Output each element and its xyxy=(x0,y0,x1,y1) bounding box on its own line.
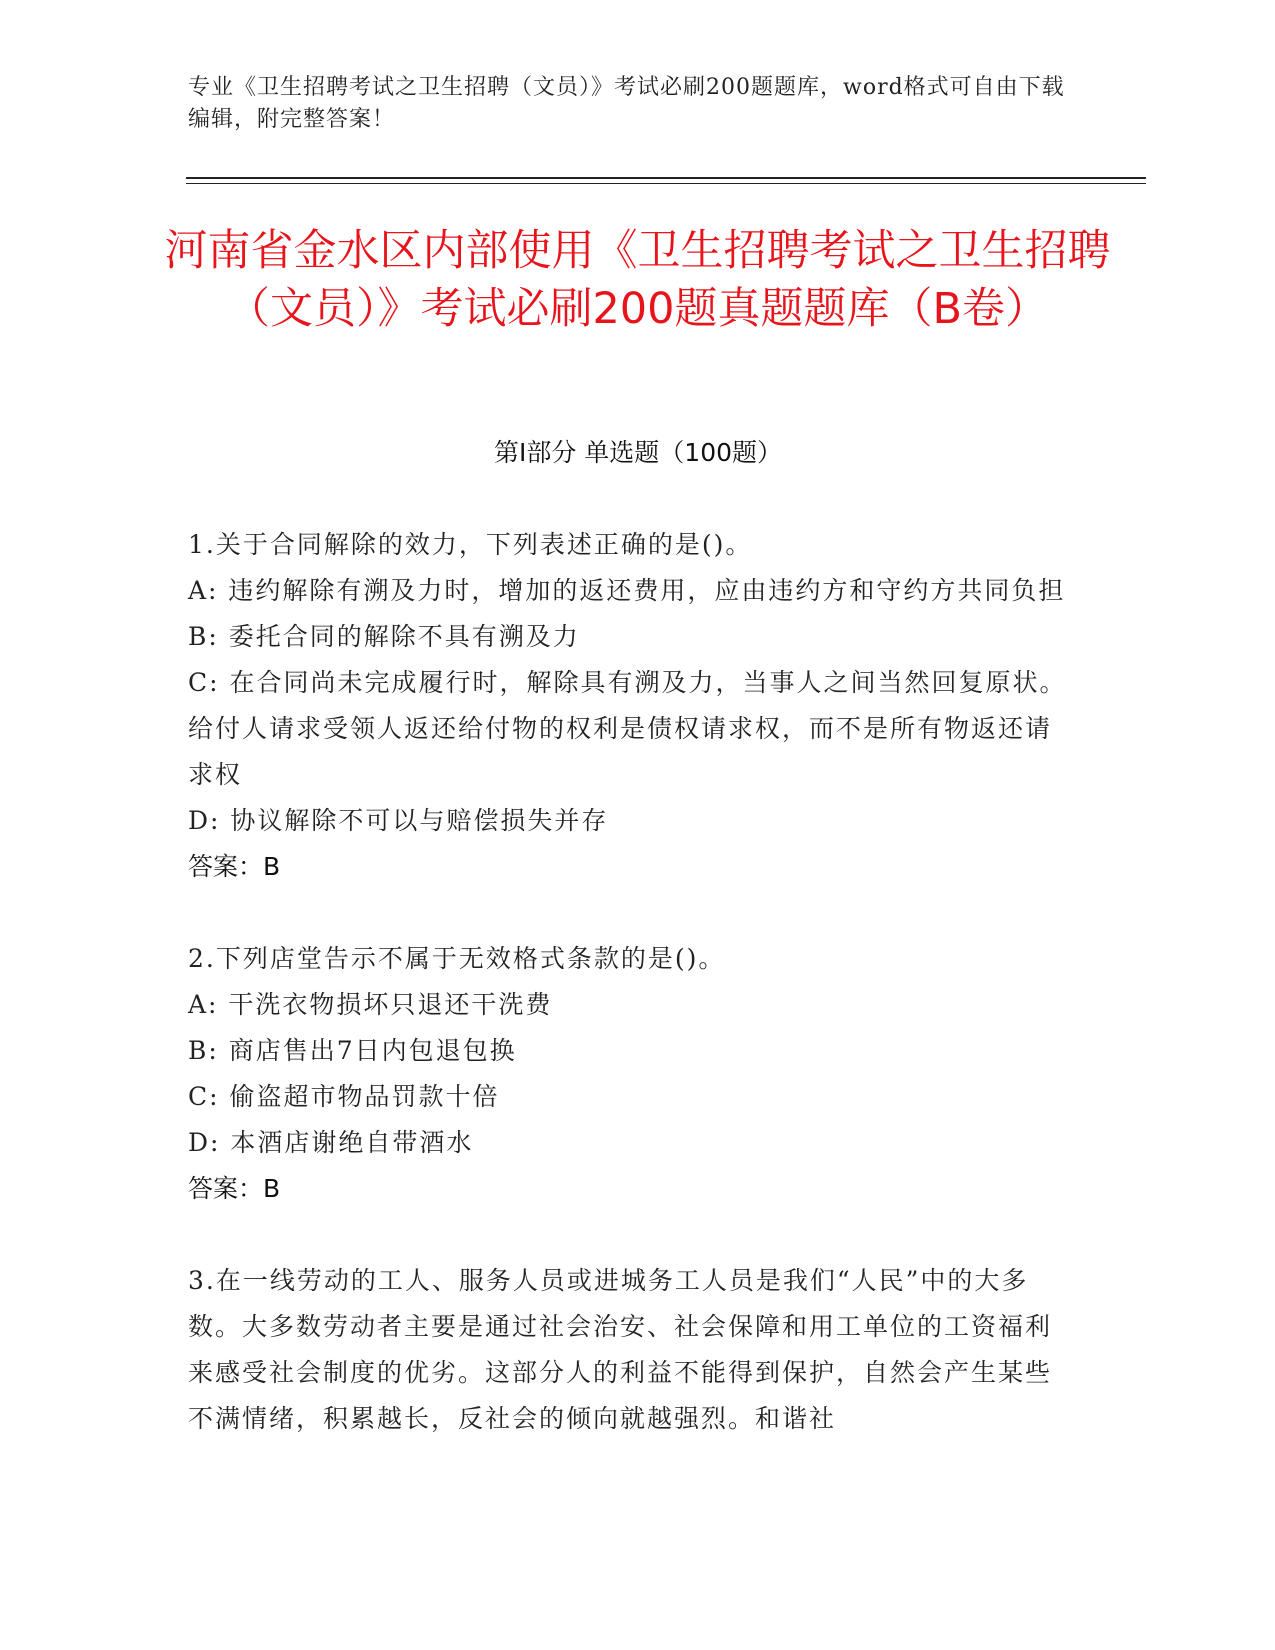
question-stem: 3.在一线劳动的工人、服务人员或进城务工人员是我们“人民”中的大多数。大多数劳动者主要是通过社会治安、社会保障和用工单位的工资福利来感受社会制度的优劣。这部分人的利益不能得到保护，自然会产生某些不满情绪，积累越长，反社会的倾向就越强烈。和谐社 xyxy=(188,1266,1053,1433)
option-d: D: 协议解除不可以与赔偿损失并存 xyxy=(188,806,609,835)
question-list xyxy=(188,522,1068,1488)
question-2 xyxy=(188,936,1068,1212)
header-note: 专业《卫生招聘考试之卫生招聘（文员）》考试必刷200题题库，word格式可自由下载编辑，附完整答案！ xyxy=(188,75,1065,132)
option-d: D: 本酒店谢绝自带酒水 xyxy=(188,1128,474,1157)
question-stem: 2.下列店堂告示不属于无效格式条款的是()。 xyxy=(188,944,726,973)
option-c: C: 偷盗超市物品罚款十倍 xyxy=(188,1082,500,1111)
question-1 xyxy=(188,522,1068,890)
option-a: A: 干洗衣物损坏只退还干洗费 xyxy=(188,990,553,1019)
option-b: B: 商店售出7日内包退包换 xyxy=(188,1036,517,1065)
option-b: B: 委托合同的解除不具有溯及力 xyxy=(188,622,580,651)
header-divider-thick xyxy=(186,177,1146,179)
header-divider-thin xyxy=(186,183,1146,184)
answer: 答案：B xyxy=(188,852,281,881)
option-c: C: 在合同尚未完成履行时，解除具有溯及力，当事人之间当然回复原状。给付人请求受领人返还给付物的权利是债权请求权，而不是所有物返还请求权 xyxy=(188,668,1067,789)
answer: 答案：B xyxy=(188,1174,281,1203)
question-3 xyxy=(188,1258,1068,1442)
question-stem: 1.关于合同解除的效力，下列表述正确的是()。 xyxy=(188,530,753,559)
option-a: A: 违约解除有溯及力时，增加的返还费用，应由违约方和守约方共同负担 xyxy=(188,576,1066,605)
document-title: 河南省金水区内部使用《卫生招聘考试之卫生招聘（文员）》考试必刷200题真题题库（B卷） xyxy=(164,226,1111,334)
section-heading: 第I部分 单选题（100题） xyxy=(493,438,783,467)
